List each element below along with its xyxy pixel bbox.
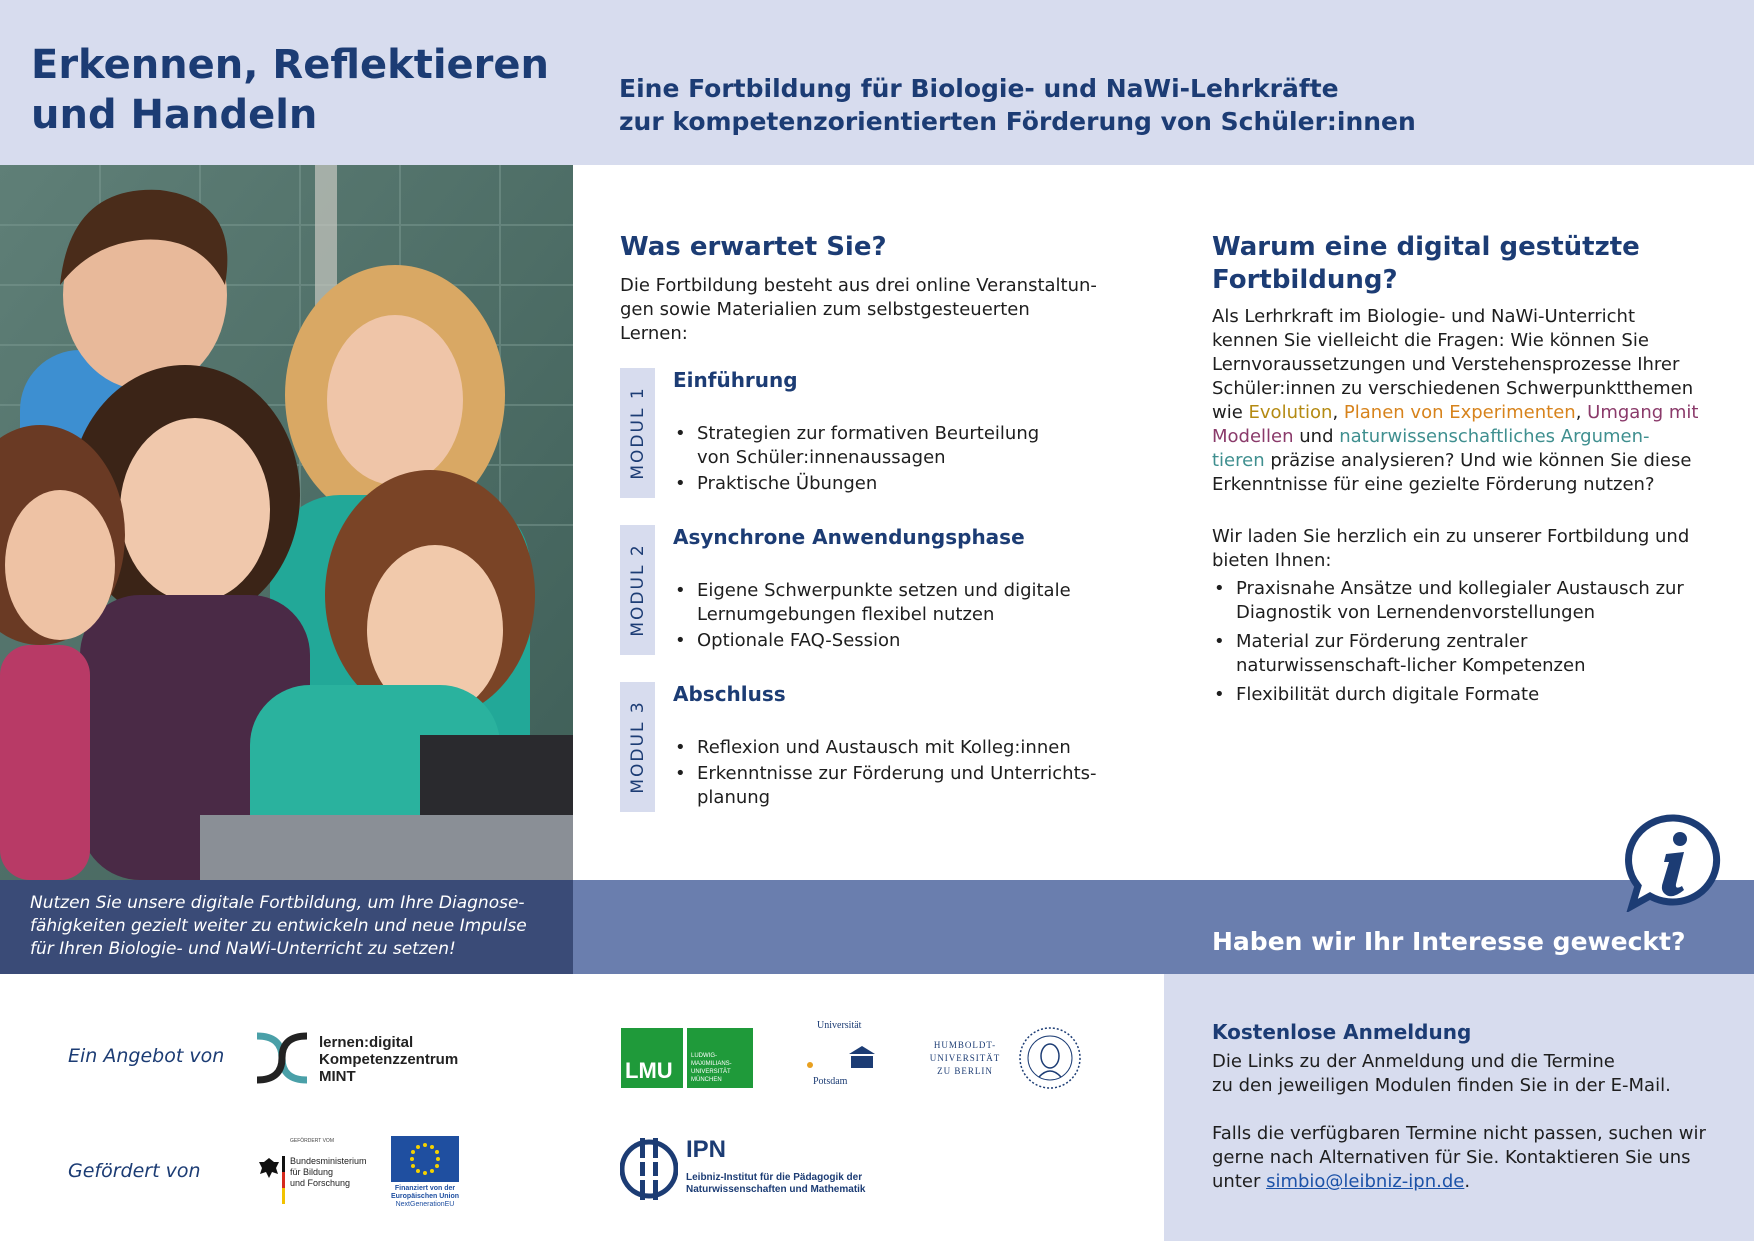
topic-planen: Planen von Experimenten — [1343, 402, 1576, 423]
registration-text: Die Links zu der Anmeldung und die Termine zu den jeweiligen Modulen finden Sie in der E-Mail. Falls die verfügbaren Termine nicht passen, suchen wir gerne nach Alternativen für Sie. Kontaktieren Sie uns unter simbio@leibniz-ipn.de. — [1212, 1051, 1706, 1192]
lernen-digital-mark-icon — [255, 1030, 309, 1086]
module-3 — [620, 682, 1100, 812]
list-item: • Strategien zur formativen Beurteilung von Schüler:innenaussagen — [673, 422, 1113, 470]
topic-evolution: Evolution — [1248, 402, 1333, 423]
topic-modelle: Umgang mit Modellen — [1212, 402, 1699, 447]
lernen-digital-logo: lernen:digital Kompetenzzentrum MINT — [255, 1030, 475, 1086]
module-tab: MODUL 3 — [620, 682, 655, 812]
uni-potsdam-logo: Universität Potsdam — [805, 1020, 890, 1096]
why-section — [1212, 231, 1702, 712]
potsdam-building-icon — [847, 1044, 877, 1070]
module-title: Einführung — [673, 368, 798, 392]
list-item: • Optionale FAQ-Session — [673, 629, 1113, 653]
eu-flag-icon — [391, 1136, 459, 1182]
students-laptop-illustration — [0, 165, 573, 880]
bmbf-logo: GEFÖRDERT VOM Bundesministerium für Bildung und Forschung — [258, 1138, 368, 1210]
module-1 — [620, 368, 1100, 498]
page-subtitle: Eine Fortbildung für Biologie- und NaWi-Lehrkräfte zur kompetenzorientierten Förderung von Schüler:innen — [619, 74, 1416, 136]
eu-funding-logo: Finanziert von der Europäischen Union NextGenerationEU — [385, 1136, 465, 1212]
federal-eagle-icon — [258, 1156, 280, 1180]
why-heading: Warum eine digital gestützte Fortbildung? — [1212, 232, 1640, 295]
registration-heading: Kostenlose Anmeldung — [1212, 1020, 1472, 1044]
photo-caption: Nutzen Sie unsere digitale Fortbildung, um Ihre Diagnose- fähigkeiten gezielt weiter zu entwickeln und neue Impulse für Ihren Biologie- und NaWi-Unterricht zu setzen! — [0, 880, 573, 974]
info-speech-bubble-icon — [1622, 812, 1726, 912]
expect-intro: Die Fortbildung besteht aus drei online Veranstaltun- gen sowie Materialien zum selbstgesteuerten Lernen: — [620, 275, 1097, 344]
funded-by-label: Gefördert von — [68, 1160, 201, 1182]
list-item: • Material zur Förderung zentraler naturwissenschaft-licher Kompetenzen — [1212, 630, 1702, 678]
humboldt-seal-icon — [1017, 1025, 1083, 1091]
list-item: • Eigene Schwerpunkte setzen und digitale Lernumgebungen flexibel nutzen — [673, 579, 1113, 627]
module-title: Asynchrone Anwendungsphase — [673, 525, 1025, 549]
invite-paragraph: Wir laden Sie herzlich ein zu unserer Fortbildung und bieten Ihnen: — [1212, 526, 1690, 571]
page-title: Erkennen, Reflektieren und Handeln — [31, 42, 549, 138]
ipn-mark-icon — [620, 1136, 678, 1202]
module-2 — [620, 525, 1100, 655]
list-item: • Flexibilität durch digitale Formate — [1212, 683, 1702, 707]
hu-berlin-logo: HUMBOLDT- UNIVERSITÄT ZU BERLIN — [925, 1025, 1085, 1093]
ipn-logo: IPN Leibniz-Institut für die Pädagogik der Naturwissenschaften und Mathematik — [620, 1136, 870, 1204]
list-item: • Reflexion und Austausch mit Kolleg:innen — [673, 736, 1113, 760]
expect-heading: Was erwartet Sie? — [620, 232, 887, 262]
topic-argumentieren: naturwissenschaftliches Argumen-tieren — [1212, 426, 1650, 471]
offered-by-label: Ein Angebot von — [68, 1045, 225, 1067]
offers-list — [1212, 577, 1702, 707]
why-paragraph: Als Lerhrkraft im Biologie- und NaWi-Unterricht kennen Sie vielleicht die Fragen: Wie können Sie Lernvoraussetzungen und Verstehensprozesse Ihrer Schüler:innen zu verschiedenen Schwerpunktthemen wie Evolution, Planen von Experimenten, Umgang mit Modellen und naturwissenschaftliches Argumen-tieren präzise analysieren? Und wie können Sie diese Erkenntnisse für eine gezielte Förderung nutzen? — [1212, 306, 1699, 495]
expect-section — [620, 231, 1100, 346]
email-link[interactable]: simbio@leibniz-ipn.de — [1266, 1171, 1465, 1192]
module-title: Abschluss — [673, 682, 786, 706]
lmu-logo: LMU LUDWIG- MAXIMILIANS- UNIVERSITÄT MÜNCHEN — [621, 1028, 753, 1088]
module-bullets — [673, 579, 1113, 655]
module-tab: MODUL 2 — [620, 525, 655, 655]
list-item: • Praktische Übungen — [673, 472, 1113, 496]
list-item: • Praxisnahe Ansätze und kollegialer Austausch zur Diagnostik von Lernendenvorstellungen — [1212, 577, 1702, 625]
module-bullets — [673, 422, 1113, 498]
students-photo — [0, 165, 573, 880]
interest-heading: Haben wir Ihr Interesse geweckt? — [1212, 927, 1686, 956]
list-item: • Erkenntnisse zur Förderung und Unterrichts- planung — [673, 762, 1113, 810]
module-bullets — [673, 736, 1113, 812]
module-tab: MODUL 1 — [620, 368, 655, 498]
